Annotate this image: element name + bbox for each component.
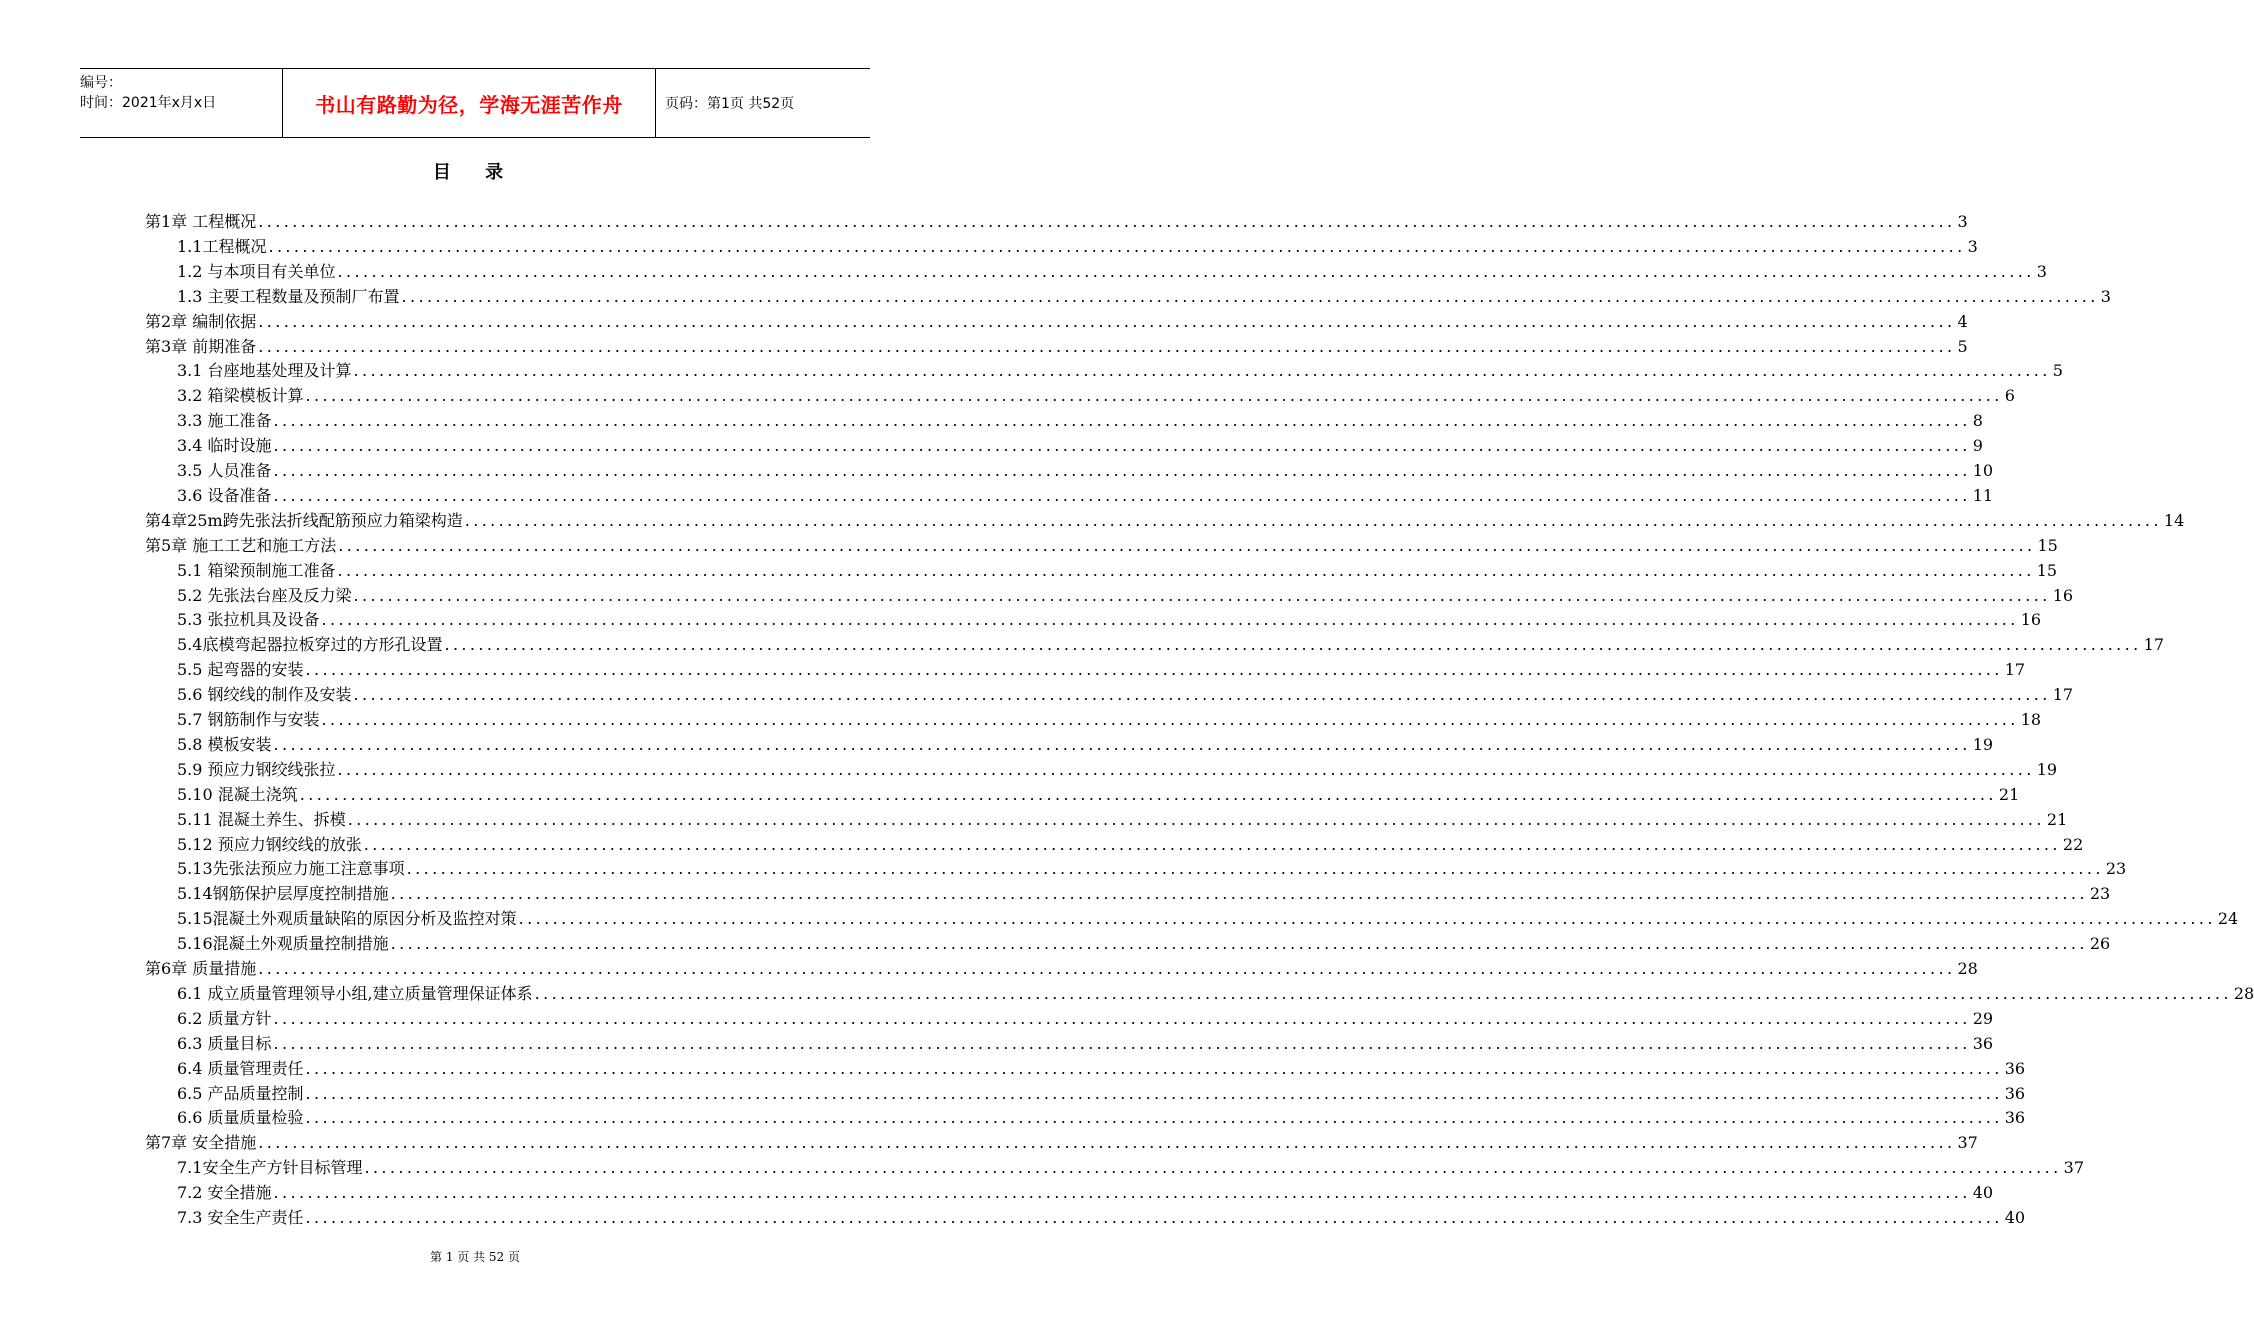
toc-leader-dots: ........................................................................................................................................................................................................ <box>363 834 2061 854</box>
toc-leader-dots: ........................................................................................................................................................................................................ <box>305 660 2003 680</box>
toc-leader-dots: ........................................................................................................................................................................................................ <box>273 1008 1971 1028</box>
toc-entry[interactable] <box>177 1155 2084 1179</box>
doc-number-label: 编号： <box>80 75 122 91</box>
page-header <box>80 68 870 138</box>
toc-leader-dots: ........................................................................................................................................................................................................ <box>337 560 2035 580</box>
toc-entry[interactable] <box>177 657 2026 681</box>
toc-entry[interactable] <box>177 832 2084 856</box>
toc-entry-title: 3.1 台座地基处理及计算 <box>177 361 352 381</box>
toc-entry-title: 3.5 人员准备 <box>177 461 272 480</box>
toc-leader-dots: ........................................................................................................................................................................................................ <box>273 734 1971 754</box>
toc-entry[interactable] <box>145 1130 1978 1154</box>
toc-leader-dots: ........................................................................................................................................................................................................ <box>364 1158 2062 1178</box>
toc-entry[interactable] <box>177 607 2042 631</box>
toc-leader-dots: ........................................................................................................................................................................................................ <box>273 436 1971 456</box>
toc-entry[interactable] <box>177 881 2111 905</box>
toc-leader-dots: ........................................................................................................................................................................................................ <box>305 1208 2003 1227</box>
toc-leader-dots: ........................................................................................................................................................................................................ <box>401 286 2099 306</box>
toc-entry-page: 10 <box>1972 461 1994 480</box>
toc-leader-dots: ........................................................................................................................................................................................................ <box>258 959 1956 978</box>
toc-entry-page: 17 <box>2143 635 2164 655</box>
toc-leader-dots: ........................................................................................................................................................................................................ <box>390 934 2088 954</box>
toc-entry-title: 5.7 钢筋制作与安装 <box>177 710 320 729</box>
toc-leader-dots: ........................................................................................................................................................................................................ <box>353 361 2051 381</box>
toc-entry[interactable] <box>177 1081 2026 1105</box>
toc-entry-title: 5.8 模板安装 <box>177 734 272 754</box>
toc-entry[interactable] <box>177 458 1994 482</box>
toc-entry-title: 第1章 工程概况 <box>145 212 257 231</box>
toc-entry-page: 23 <box>2089 884 2111 904</box>
toc-entry[interactable] <box>177 358 2063 382</box>
toc-entry[interactable] <box>177 682 2074 706</box>
header-left-cell <box>80 69 280 137</box>
toc-entry[interactable] <box>145 334 1968 358</box>
toc-entry[interactable] <box>145 309 1968 333</box>
toc-entry[interactable] <box>177 981 2254 1005</box>
toc-entry-page: 8 <box>1972 411 1983 431</box>
toc-entry[interactable] <box>145 508 2185 532</box>
toc-entry[interactable] <box>177 259 2047 283</box>
toc-entry[interactable] <box>177 558 2058 582</box>
toc-entry-page: 36 <box>1972 1033 1994 1053</box>
toc-entry-page: 21 <box>2046 809 2068 829</box>
toc-leader-dots: ........................................................................................................................................................................................................ <box>305 386 2003 406</box>
toc-entry-title: 6.6 质量质量检验 <box>177 1108 304 1128</box>
toc-entry[interactable] <box>177 757 2058 781</box>
toc-entry[interactable] <box>177 1031 1994 1055</box>
toc-entry-page: 5 <box>1957 336 1968 356</box>
toc-entry-title: 3.3 施工准备 <box>177 411 272 431</box>
toc-entry-page: 15 <box>2036 560 2058 580</box>
toc-entry-title: 6.2 质量方针 <box>177 1008 272 1028</box>
toc-entry-title: 1.2 与本项目有关单位 <box>177 261 336 281</box>
toc-leader-dots: ........................................................................................................................................................................................................ <box>305 1108 2003 1128</box>
toc-entry[interactable] <box>177 234 1978 258</box>
toc-leader-dots: ........................................................................................................................................................................................................ <box>273 411 1971 431</box>
toc-leader-dots: ........................................................................................................................................................................................................ <box>321 610 2019 630</box>
toc-leader-dots: ........................................................................................................................................................................................................ <box>305 1083 2003 1103</box>
toc-entry-page: 19 <box>2036 759 2058 779</box>
toc-entry-title: 第2章 编制依据 <box>145 311 257 331</box>
toc-leader-dots: ........................................................................................................................................................................................................ <box>338 535 2036 555</box>
toc-leader-dots: ........................................................................................................................................................................................................ <box>353 685 2051 705</box>
toc-leader-dots: ........................................................................................................................................................................................................ <box>305 1058 2003 1078</box>
toc-entry-title: 5.10 混凝土浇筑 <box>177 784 298 804</box>
toc-leader-dots: ........................................................................................................................................................................................................ <box>337 261 2035 281</box>
toc-entry-page: 37 <box>2063 1158 2084 1178</box>
toc-entry-title: 第4章25m跨先张法折线配筋预应力箱梁构造 <box>145 510 463 530</box>
toc-leader-dots: ........................................................................................................................................................................................................ <box>273 1033 1971 1053</box>
toc-entry-page: 36 <box>2004 1108 2026 1128</box>
toc-entry-title: 5.16混凝土外观质量控制措施 <box>177 934 389 954</box>
toc-entry-title: 5.12 预应力钢绞线的放张 <box>177 834 362 854</box>
toc-entry-title: 5.14钢筋保护层厚度控制措施 <box>177 884 389 904</box>
toc-entry-title: 3.6 设备准备 <box>177 485 272 505</box>
toc-entry[interactable] <box>177 1056 2026 1080</box>
toc-entry-title: 5.5 起弯器的安装 <box>177 660 304 680</box>
toc-entry-page: 16 <box>2052 585 2074 605</box>
toc-entry[interactable] <box>177 1205 2026 1229</box>
header-page-cell <box>655 69 870 137</box>
toc-entry-title: 5.11 混凝土养生、拆模 <box>177 809 346 829</box>
toc-entry-title: 5.6 钢绞线的制作及安装 <box>177 685 352 705</box>
toc-entry-page: 26 <box>2089 934 2111 954</box>
toc-entry[interactable] <box>177 732 1994 756</box>
toc-entry-page: 3 <box>1967 236 1978 256</box>
toc-entry-title: 第7章 安全措施 <box>145 1133 257 1153</box>
toc-leader-dots: ........................................................................................................................................................................................................ <box>273 1183 1971 1203</box>
toc-entry-title: 6.3 质量目标 <box>177 1033 272 1053</box>
toc-leader-dots: ........................................................................................................................................................................................................ <box>321 710 2019 729</box>
toc-entry[interactable] <box>145 533 2058 557</box>
toc-leader-dots: ........................................................................................................................................................................................................ <box>444 635 2142 655</box>
toc-leader-dots: ........................................................................................................................................................................................................ <box>518 909 2216 929</box>
toc-entry[interactable] <box>145 209 1968 233</box>
toc-entry[interactable] <box>177 408 1983 432</box>
toc-entry[interactable] <box>177 856 2127 880</box>
toc-entry-page: 17 <box>2052 685 2074 705</box>
toc-leader-dots: ........................................................................................................................................................................................................ <box>464 510 2162 530</box>
toc-leader-dots: ........................................................................................................................................................................................................ <box>258 311 1956 331</box>
toc-entry-page: 22 <box>2062 834 2084 854</box>
toc-entry-title: 第6章 质量措施 <box>145 959 257 978</box>
toc-entry-page: 37 <box>1957 1133 1978 1153</box>
toc-leader-dots: ........................................................................................................................................................................................................ <box>406 859 2104 879</box>
toc-leader-dots: ........................................................................................................................................................................................................ <box>353 585 2051 605</box>
toc-entry-page: 5 <box>2052 361 2063 381</box>
toc-entry-page: 36 <box>2004 1058 2026 1078</box>
toc-entry-page: 40 <box>1972 1183 1994 1203</box>
toc-entry-title: 1.3 主要工程数量及预制厂布置 <box>177 286 400 306</box>
toc-entry-title: 5.1 箱梁预制施工准备 <box>177 560 336 580</box>
toc-entry-page: 3 <box>2036 261 2047 281</box>
toc-entry[interactable] <box>177 383 2015 407</box>
toc-entry-page: 19 <box>1972 734 1994 754</box>
toc-entry-page: 16 <box>2020 610 2042 630</box>
toc-leader-dots: ........................................................................................................................................................................................................ <box>258 336 1956 356</box>
toc-leader-dots: ........................................................................................................................................................................................................ <box>273 485 1971 505</box>
toc-entry-title: 3.4 临时设施 <box>177 436 272 456</box>
toc-entry-page: 9 <box>1972 436 1983 456</box>
header-page-info: 页码：第1页 共52页 <box>665 96 795 112</box>
toc-entry-page: 15 <box>2037 535 2058 555</box>
toc-entry-title: 3.2 箱梁模板计算 <box>177 386 304 406</box>
doc-date-label: 时间：2021年x月x日 <box>80 95 217 111</box>
toc-entry-page: 3 <box>1957 212 1968 231</box>
toc-entry[interactable] <box>177 1006 1994 1030</box>
toc-entry-title: 7.1安全生产方针目标管理 <box>177 1158 363 1178</box>
toc-entry[interactable] <box>177 931 2111 955</box>
toc-entry-page: 36 <box>2004 1083 2026 1103</box>
toc-leader-dots: ........................................................................................................................................................................................................ <box>337 759 2035 779</box>
toc-entry-title: 5.4底模弯起器拉板穿过的方形孔设置 <box>177 635 443 655</box>
toc-entry-title: 6.5 产品质量控制 <box>177 1083 304 1103</box>
toc-leader-dots: ........................................................................................................................................................................................................ <box>273 461 1971 480</box>
toc-entry[interactable] <box>177 632 2164 656</box>
toc-entry-page: 18 <box>2020 710 2042 729</box>
toc-entry-page: 29 <box>1972 1008 1994 1028</box>
header-motto-cell <box>282 69 656 137</box>
toc-leader-dots: ........................................................................................................................................................................................................ <box>258 1133 1956 1153</box>
toc-entry-page: 28 <box>1957 959 1978 978</box>
toc-entry[interactable] <box>177 583 2074 607</box>
toc-leader-dots: ........................................................................................................................................................................................................ <box>268 236 1966 256</box>
toc-entry-title: 6.4 质量管理责任 <box>177 1058 304 1078</box>
toc-entry[interactable] <box>177 433 1983 457</box>
toc-entry-title: 第3章 前期准备 <box>145 336 257 356</box>
toc-entry[interactable] <box>177 284 2111 308</box>
header-motto: 书山有路勤为径，学海无涯苦作舟 <box>315 92 623 117</box>
toc-entry-title: 5.9 预应力钢绞线张拉 <box>177 759 336 779</box>
toc-leader-dots: ........................................................................................................................................................................................................ <box>390 884 2088 904</box>
page-footer: 第 1 页 共 52 页 <box>430 1250 520 1264</box>
toc-leader-dots: ........................................................................................................................................................................................................ <box>347 809 2045 829</box>
toc-entry-title: 5.15混凝土外观质量缺陷的原因分析及监控对策 <box>177 909 517 929</box>
toc-entry[interactable] <box>177 906 2239 930</box>
toc-entry-page: 17 <box>2004 660 2026 680</box>
toc-leader-dots: ........................................................................................................................................................................................................ <box>258 212 1956 231</box>
toc-entry[interactable] <box>177 782 2020 806</box>
toc-entry-page: 24 <box>2217 909 2239 929</box>
toc-entry-title: 5.13先张法预应力施工注意事项 <box>177 859 405 879</box>
toc-entry-page: 23 <box>2105 859 2127 879</box>
toc-entry-page: 4 <box>1957 311 1968 331</box>
toc-entry-page: 11 <box>1972 485 1994 505</box>
toc-entry[interactable] <box>177 807 2068 831</box>
toc-entry-title: 1.1工程概况 <box>177 236 267 256</box>
toc-entry[interactable] <box>145 956 1978 980</box>
toc-entry[interactable] <box>177 483 1994 507</box>
toc-title: 目 录 <box>432 162 518 183</box>
toc-entry-title: 6.1 成立质量管理领导小组,建立质量管理保证体系 <box>177 983 533 1003</box>
toc-entry-page: 28 <box>2233 983 2254 1003</box>
toc-entry[interactable] <box>177 1105 2026 1129</box>
toc-leader-dots: ........................................................................................................................................................................................................ <box>534 983 2232 1003</box>
toc-entry-page: 40 <box>2004 1208 2026 1227</box>
toc-entry-page: 6 <box>2004 386 2015 406</box>
toc-entry-title: 7.3 安全生产责任 <box>177 1208 304 1227</box>
toc-entry-title: 第5章 施工工艺和施工方法 <box>145 535 337 555</box>
toc-leader-dots: ........................................................................................................................................................................................................ <box>299 784 1997 804</box>
toc-entry-page: 21 <box>1998 784 2020 804</box>
toc-entry[interactable] <box>177 1180 1994 1204</box>
toc-entry-title: 5.2 先张法台座及反力梁 <box>177 585 352 605</box>
toc-entry[interactable] <box>177 707 2042 731</box>
toc-entry-page: 3 <box>2100 286 2111 306</box>
toc-entry-title: 7.2 安全措施 <box>177 1183 272 1203</box>
toc-entry-page: 14 <box>2163 510 2185 530</box>
toc-entry-title: 5.3 张拉机具及设备 <box>177 610 320 630</box>
